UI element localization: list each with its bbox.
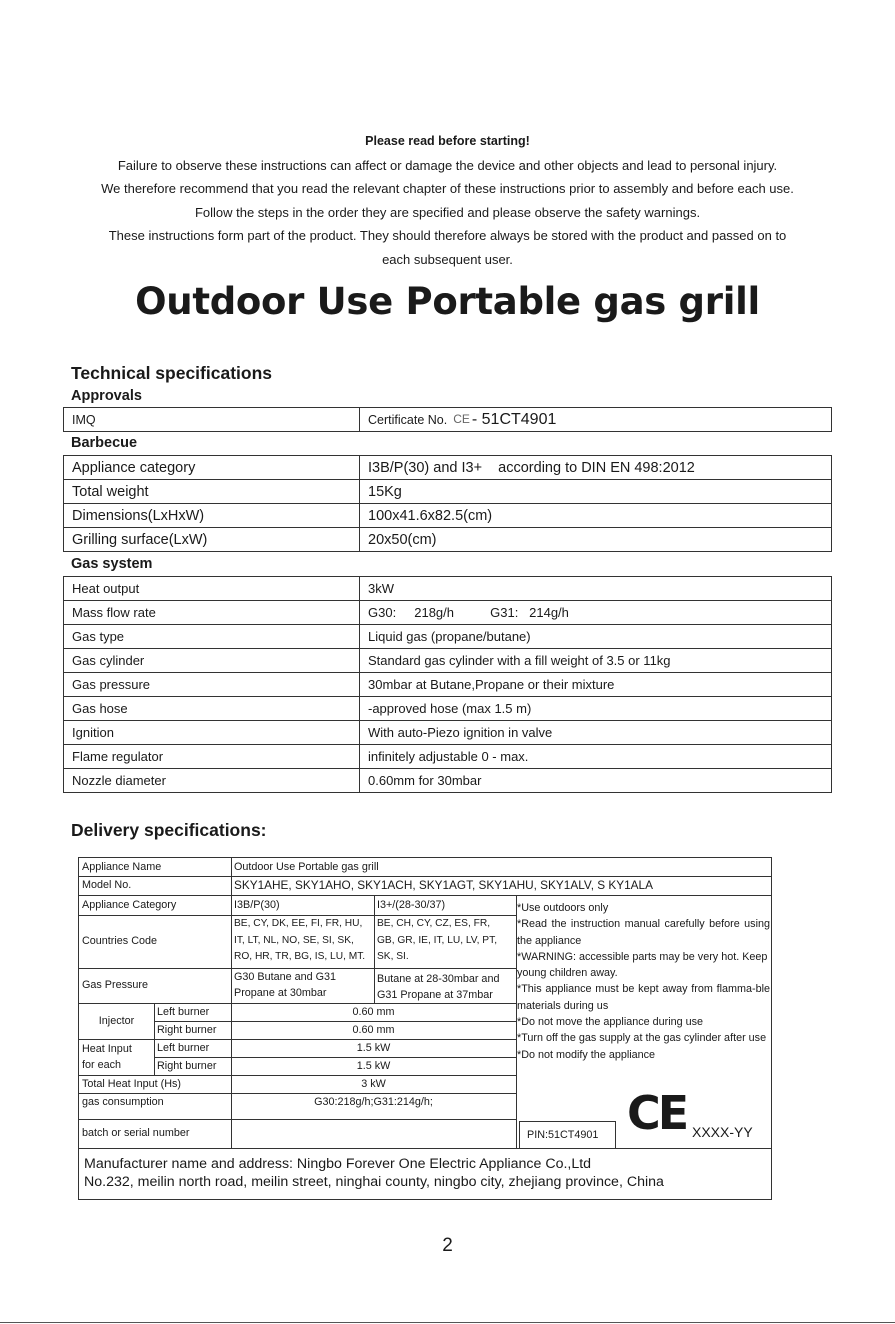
heat-left-value: 1.5 kW — [356, 1041, 391, 1054]
intro-line: Failure to observe these instructions can affect or damage the device and other objects and lead to personal injury. — [117, 157, 778, 173]
spec-value: 15Kg — [360, 480, 832, 504]
spec-label: Gas hose — [64, 697, 360, 721]
table-row — [64, 745, 832, 769]
spec-value: infinitely adjustable 0 - max. — [360, 745, 832, 769]
injector-left-value: 0.60 mm — [352, 1005, 395, 1018]
page-bottom-divider — [0, 1322, 895, 1323]
batch-label: batch or serial number — [82, 1127, 190, 1140]
table-row — [64, 625, 832, 649]
pressure-line: G31 Propane at 37mbar — [377, 989, 493, 1001]
injector-label: Injector — [98, 1014, 135, 1027]
intro-block — [40, 130, 855, 271]
spec-value: 20x50(cm) — [360, 528, 832, 552]
safety-note: *Do not modify the appliance — [517, 1048, 656, 1061]
category-value-a: I3B/P(30) — [234, 898, 280, 911]
intro-line: each subsequent user. — [382, 251, 513, 267]
countries-line: GB, GR, IE, IT, LU, LV, PT, — [377, 934, 498, 946]
countries-value-a — [231, 915, 374, 968]
table-row — [64, 480, 832, 504]
safety-note: *Do not move the appliance during use — [517, 1016, 704, 1029]
category-label: Appliance Category — [82, 898, 177, 911]
safety-note: *WARNING: accessible parts may be very hot. Keep young children away. — [517, 950, 768, 980]
countries-line: SK, SI. — [377, 951, 409, 962]
spec-value: 30mbar at Butane,Propane or their mixture — [360, 673, 832, 697]
safety-note: *Read the instruction manual carefully before using the appliance — [517, 918, 770, 947]
appliance-name-label: Appliance Name — [82, 860, 162, 873]
spec-label: Grilling surface(LxW) — [64, 528, 360, 552]
spec-value: -approved hose (max 1.5 m) — [360, 697, 832, 721]
spec-value: 0.60mm for 30mbar — [360, 769, 832, 793]
gas-system-title: Gas system — [71, 556, 153, 572]
safety-note: *Turn off the gas supply at the gas cylinder after use — [517, 1032, 767, 1045]
countries-line: BE, CH, CY, CZ, ES, FR, — [377, 918, 491, 929]
approvals-title: Approvals — [71, 388, 142, 404]
pin-number: PIN:51CT4901 — [519, 1121, 616, 1148]
table-row — [64, 601, 832, 625]
delivery-specifications-title: Delivery specifications: — [71, 820, 267, 840]
safety-note: *Use outdoors only — [517, 902, 609, 914]
intro-line: These instructions form part of the product. They should therefore always be stored with the product and passed on to — [108, 228, 787, 243]
appliance-name-value: Outdoor Use Portable gas grill — [234, 860, 379, 873]
ce-mark-icon: CE — [453, 411, 470, 426]
spec-label: Ignition — [64, 721, 360, 745]
certificate-number: - 51CT4901 — [471, 410, 557, 428]
safety-notes — [517, 900, 770, 1063]
spec-label: Gas type — [64, 625, 360, 649]
countries-value-b — [374, 915, 516, 968]
total-heat-value: 3 kW — [361, 1077, 386, 1090]
ce-mark-icon: CE — [627, 1086, 687, 1140]
spec-value: 3kW — [360, 577, 832, 601]
countries-label: Countries Code — [82, 935, 158, 948]
table-row — [64, 649, 832, 673]
left-burner-label: Left burner — [157, 1041, 210, 1054]
heat-input-label — [79, 1039, 154, 1075]
right-burner-label: Right burner — [157, 1059, 217, 1072]
safety-note: *This appliance must be kept away from flamma-ble materials during us — [517, 983, 770, 1012]
page-number: 2 — [442, 1235, 453, 1256]
spec-value: Standard gas cylinder with a fill weight of 3.5 or 11kg — [360, 649, 832, 673]
spec-value: With auto-Piezo ignition in valve — [360, 721, 832, 745]
pressure-line: Butane at 28-30mbar and — [377, 973, 500, 985]
pressure-value-b — [374, 968, 516, 1003]
table-row — [64, 456, 832, 480]
spec-label: Mass flow rate — [64, 601, 360, 625]
table-row — [64, 504, 832, 528]
countries-line: BE, CY, DK, EE, FI, FR, HU, — [234, 918, 363, 929]
spec-label: Dimensions(LxHxW) — [64, 504, 360, 528]
spec-label: Total weight — [64, 480, 360, 504]
countries-line: IT, LT, NL, NO, SE, SI, SK, — [234, 934, 354, 946]
model-value: SKY1AHE, SKY1AHO, SKY1ACH, SKY1AGT, SKY1AHU, SKY1ALV, S KY1ALA — [234, 877, 653, 892]
pressure-value-a — [231, 968, 374, 1003]
manufacturer-line: No.232, meilin north road, meilin street, ninghai county, ningbo city, zhejiang province, China — [84, 1173, 664, 1190]
spec-label: Flame regulator — [64, 745, 360, 769]
spec-label: Nozzle diameter — [64, 769, 360, 793]
intro-heading: Please read before starting! — [365, 134, 530, 148]
notified-body-code: XXXX-YY — [692, 1124, 753, 1140]
table-row — [64, 673, 832, 697]
manufacturer-info — [84, 1156, 768, 1191]
barbecue-table — [63, 455, 832, 552]
right-burner-label: Right burner — [157, 1023, 217, 1036]
left-burner-label: Left burner — [157, 1005, 210, 1018]
category-value-b: I3+/(28-30/37) — [377, 898, 446, 911]
total-heat-label: Total Heat Input (Hs) — [82, 1077, 182, 1090]
spec-label: Heat output — [64, 577, 360, 601]
spec-value: 100x41.6x82.5(cm) — [360, 504, 832, 528]
gas-system-table — [63, 576, 832, 793]
rating-label — [78, 857, 772, 1200]
spec-label: Gas cylinder — [64, 649, 360, 673]
consumption-label: gas consumption — [82, 1096, 164, 1108]
pressure-line: Propane at 30mbar — [234, 987, 327, 999]
countries-line: RO, HR, TR, BG, IS, LU, MT. — [234, 951, 366, 962]
spec-label: Appliance category — [64, 456, 360, 480]
injector-right-value: 0.60 mm — [352, 1023, 395, 1036]
manufacturer-line: Manufacturer name and address: Ningbo Forever One Electric Appliance Co.,Ltd — [84, 1156, 592, 1172]
approvals-table — [63, 407, 832, 432]
table-row — [64, 408, 832, 432]
intro-line: Follow the steps in the order they are specified and please observe the safety warnings. — [194, 204, 701, 220]
heat-input-line: for each — [82, 1059, 122, 1071]
pressure-label: Gas Pressure — [82, 979, 149, 992]
barbecue-title: Barbecue — [71, 435, 138, 451]
approval-label: IMQ — [64, 408, 360, 432]
model-label: Model No. — [82, 879, 132, 892]
certificate-cell — [360, 408, 832, 432]
spec-label: Gas pressure — [64, 673, 360, 697]
pressure-line: G30 Butane and G31 — [234, 971, 337, 983]
table-row — [64, 769, 832, 793]
table-row — [64, 528, 832, 552]
spec-value: G30: 218g/h G31: 214g/h — [360, 601, 832, 625]
heat-right-value: 1.5 kW — [356, 1059, 391, 1072]
page-title: Outdoor Use Portable gas grill — [135, 280, 760, 323]
consumption-value: G30:218g/h;G31:214g/h; — [314, 1096, 433, 1108]
heat-input-line: Heat Input — [82, 1043, 132, 1055]
spec-value: Liquid gas (propane/butane) — [360, 625, 832, 649]
intro-line: We therefore recommend that you read the relevant chapter of these instructions prior to assembly and before each use. — [101, 181, 794, 196]
spec-value: I3B/P(30) and I3+ according to DIN EN 498:2012 — [360, 456, 832, 480]
table-row — [64, 577, 832, 601]
technical-specifications-title: Technical specifications — [71, 363, 272, 383]
certificate-prefix: Certificate No. — [368, 412, 448, 427]
table-row — [64, 697, 832, 721]
table-row — [64, 721, 832, 745]
